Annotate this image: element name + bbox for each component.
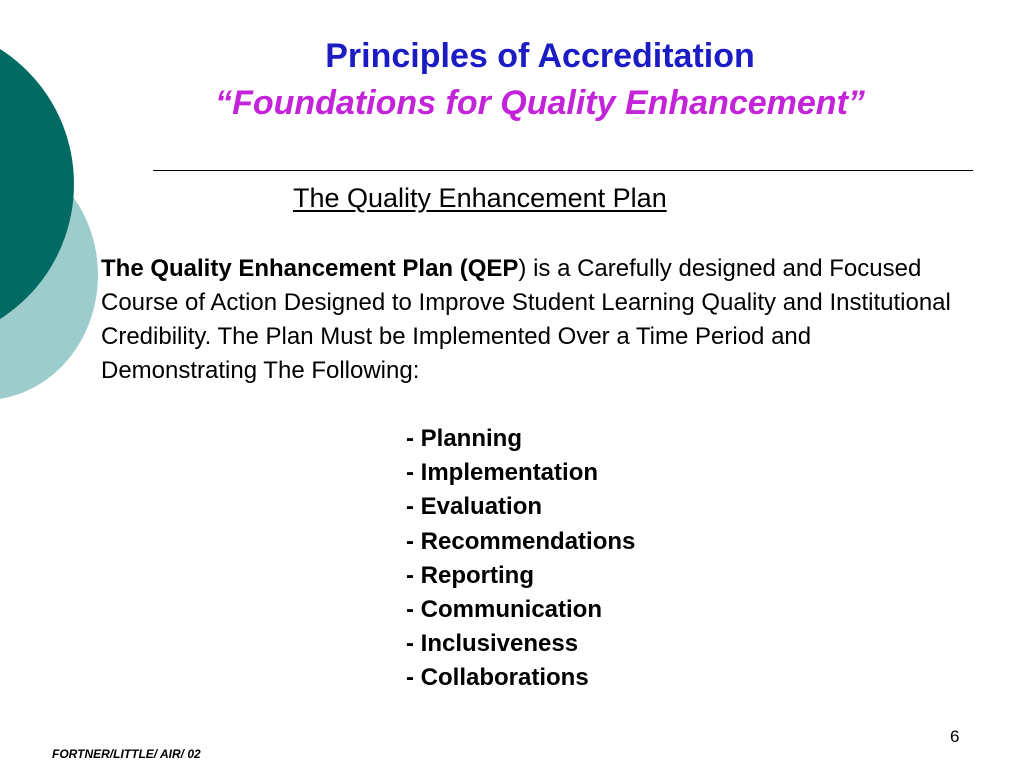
requirements-list — [406, 422, 635, 696]
intro-paragraph — [101, 252, 971, 388]
list-item: - Planning — [406, 425, 522, 452]
slide-title: Principles of Accreditation — [325, 37, 755, 75]
slide-subtitle: “Foundations for Quality Enhancement” — [215, 84, 865, 122]
divider-line — [153, 170, 973, 171]
list-item: - Inclusiveness — [406, 630, 579, 658]
intro-rest: ) is a Carefully designed and Focused Course of Action Designed to Improve Student Learning Quality and Institutional Credibility. The Plan Must be Implemented Over a Time Period and Demonstrating The Following: — [101, 255, 951, 384]
section-heading: The Quality Enhancement Plan — [293, 183, 667, 213]
footer-credit: FORTNER/LITTLE/ AIR/ 02 — [52, 747, 201, 761]
intro-bold-lead: The Quality Enhancement Plan (QEP — [101, 255, 519, 282]
list-item: - Collaborations — [406, 664, 589, 692]
list-item: - Reporting — [406, 561, 534, 589]
list-item: - Evaluation — [406, 493, 543, 521]
page-number: 6 — [950, 727, 960, 746]
list-item: - Recommendations — [406, 527, 636, 555]
list-item: - Communication — [406, 596, 602, 624]
list-item: - Implementation — [406, 459, 599, 487]
